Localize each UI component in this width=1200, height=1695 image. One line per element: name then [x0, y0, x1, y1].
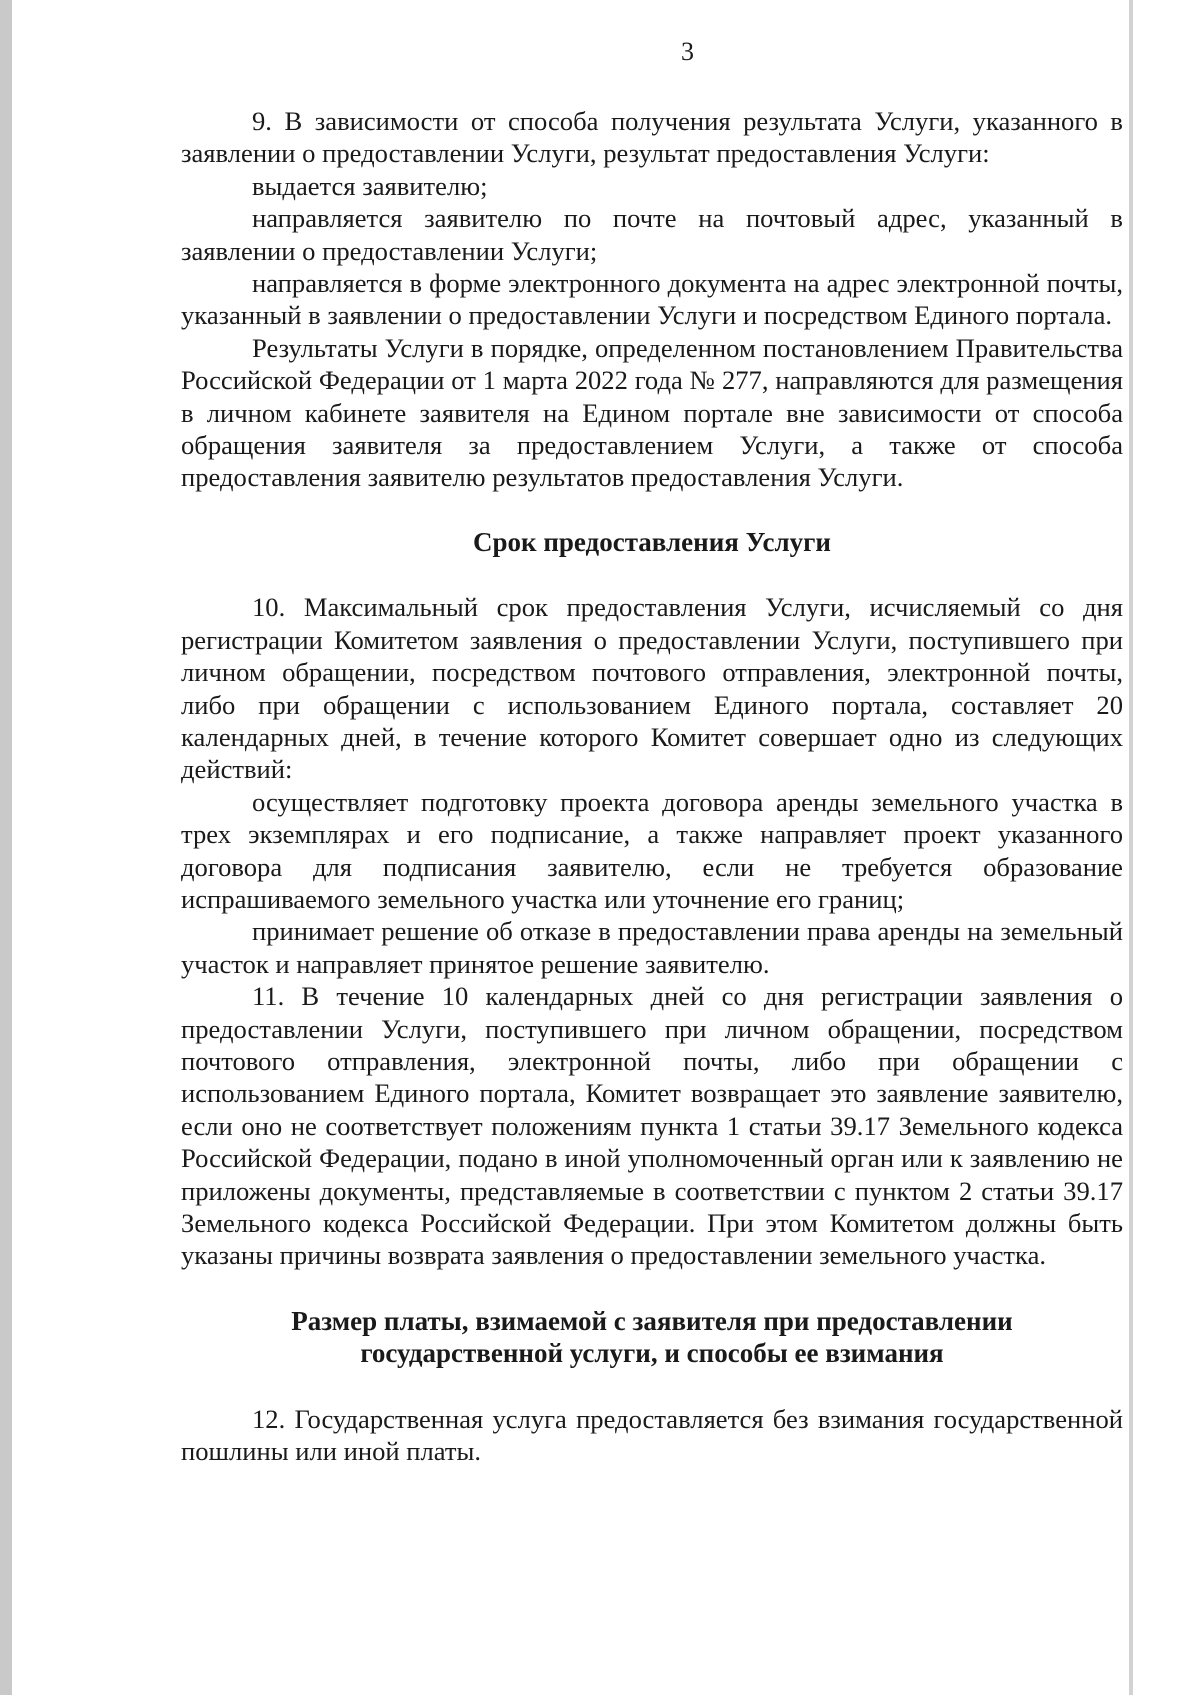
paragraph-10-action-1: осуществляет подготовку проекта договора аренды земельного участка в трех экземплярах и его подписание, а также направляет проект указанного договора для подписания заявителю, если не требуется образование испрашиваемого земельного участка или уточнение его границ;	[181, 786, 1123, 914]
section-heading-term: Срок предоставления Услуги	[473, 526, 831, 557]
paragraph-9-results: Результаты Услуги в порядке, определенном постановлением Правительства Российской Федерации от 1 марта 2022 года № 277, направляются для размещения в личном кабинете заявителя на Едином портале вне зависимости от способа обращения заявителя за предоставлением Услуги, а также от способа предоставления заявителю результатов предоставления Услуги.	[181, 332, 1123, 493]
paragraph-12: 12. Государственная услуга предоставляется без взимания государственной пошлины или иной платы.	[181, 1403, 1123, 1467]
paragraph-9-option-2: направляется заявителю по почте на почтовый адрес, указанный в заявлении о предоставлении Услуги;	[181, 203, 1123, 266]
scan-right-margin	[1133, 0, 1200, 1695]
scan-left-edge	[0, 0, 12, 1695]
page-number: 3	[681, 37, 694, 66]
section-heading-fee	[181, 1305, 1123, 1370]
paragraph-9-option-1: выдается заявителю;	[252, 170, 488, 201]
paragraph-9: 9. В зависимости от способа получения результата Услуги, указанного в заявлении о предоставлении Услуги, результат предоставления Услуги:	[181, 106, 1123, 169]
section-heading-fee-line-1: Размер платы, взимаемой с заявителя при предоставлении	[291, 1305, 1013, 1336]
paragraph-11: 11. В течение 10 календарных дней со дня регистрации заявления о предоставлении Услуги, поступившего при личном обращении, посредством почтового отправления, электронной почты, либо при обращении с использованием Единого портала, Комитет возвращает это заявление заявителю, если оно не соответствует положениям пункта 1 статьи 39.17 Земельного кодекса Российской Федерации, подано в иной уполномоченный орган или к заявлению не приложены документы, представляемые в соответствии с пунктом 2 статьи 39.17 Земельного кодекса Российской Федерации. При этом Комитетом должны быть указаны причины возврата заявления о предоставлении земельного участка.	[181, 981, 1123, 1271]
section-heading-fee-line-2: государственной услуги, и способы ее взимания	[360, 1338, 944, 1369]
paragraph-10-action-2: принимает решение об отказе в предоставлении права аренды на земельный участок и направляет принятое решение заявителю.	[181, 916, 1123, 979]
document-body	[181, 105, 1123, 1467]
paragraph-9-option-3: направляется в форме электронного документа на адрес электронной почты, указанный в заявлении о предоставлении Услуги и посредством Единого портала.	[181, 268, 1123, 331]
paragraph-10: 10. Максимальный срок предоставления Услуги, исчисляемый со дня регистрации Комитетом заявления о предоставлении Услуги, поступившего при личном обращении, посредством почтового отправления, электронной почты, либо при обращении с использованием Единого портала, составляет 20 календарных дней, в течение которого Комитет совершает одно из следующих действий:	[181, 592, 1123, 785]
